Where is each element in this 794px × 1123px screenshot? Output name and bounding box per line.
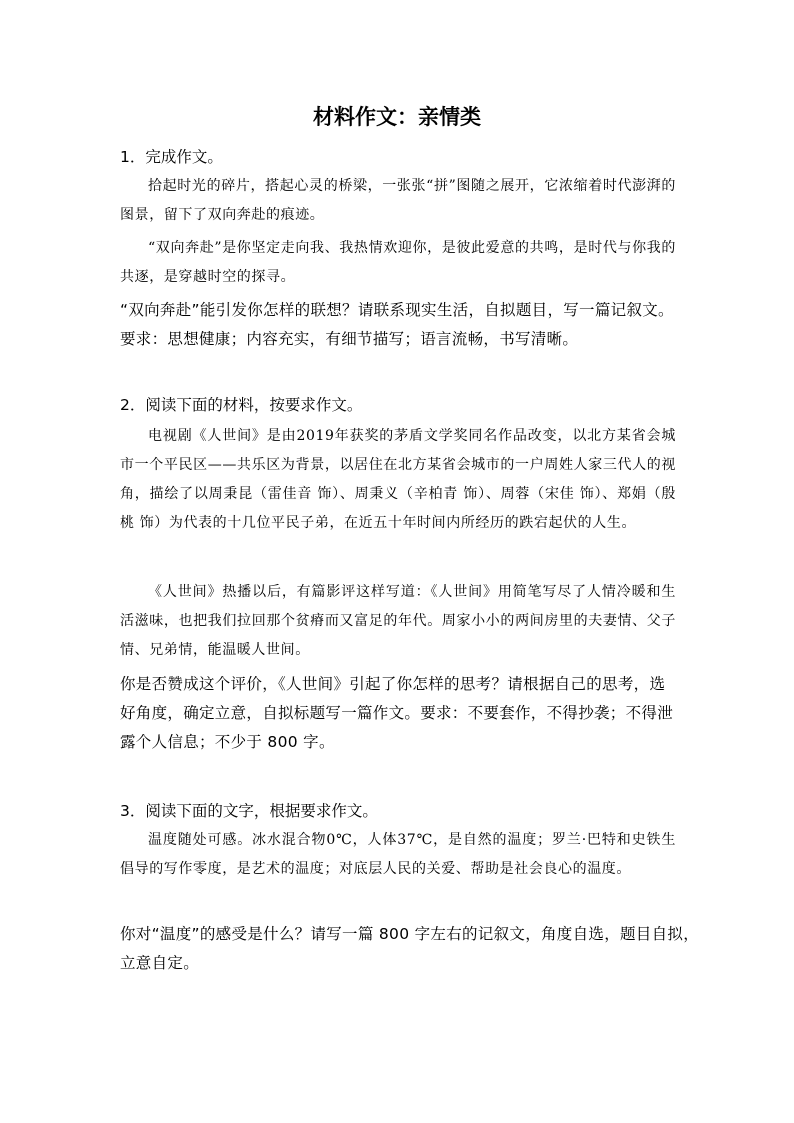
question-3-heading: 3．阅读下面的文字，根据要求作文。 — [120, 802, 378, 820]
question-1-heading: 1．完成作文。 — [120, 148, 223, 166]
question-1-material-2: “双向奔赴”是你坚定走向我、我热情欢迎你，是彼此爱意的共鸣，是时代与你我的共逐，是穿越时空的探寻。 — [120, 240, 676, 285]
task-line: 立意自定。 — [120, 954, 200, 972]
question-3-material-1: 温度随处可感。冰水混合物0℃，人体37℃，是自然的温度；罗兰·巴特和史铁生倡导的写作零度，是艺术的温度；对底层人民的关爱、帮助是社会良心的温度。 — [120, 832, 676, 877]
question-3-task — [120, 920, 700, 978]
question-2-material-2: 《人世间》热播以后，有篇影评这样写道：《人世间》用简笔写尽了人情冷暖和生活滋味，也把我们拉回那个贫瘠而又富足的年代。周家小小的两间房里的夫妻情、父子情、兄弟情，能温暖人世间。 — [120, 584, 676, 658]
task-line: 你是否赞成这个评价，《人世间》引起了你怎样的思考？请根据自己的思考，选 — [120, 675, 666, 693]
task-line: 好角度，确定立意，自拟标题写一篇作文。要求：不要套作，不得抄袭；不得泄 — [120, 704, 674, 722]
task-line: 露个人信息；不少于 800 字。 — [120, 733, 335, 751]
page-title: 材料作文：亲情类 — [313, 105, 481, 129]
question-2-material-1: 电视剧《人世间》是由2019年获奖的茅盾文学奖同名作品改变，以北方某省会城市一个平民区——共乐区为背景，以居住在北方某省会城市的一户周姓人家三代人的视角，描绘了以周秉昆（雷佳音 饰）、周秉义（辛柏青 饰）、周蓉（宋佳 饰）、郑娟（殷桃 饰）为代表的十几位平民子弟，在近五十年时间内所经历的跌宕起伏的人生。 — [120, 428, 676, 531]
question-2-task — [120, 670, 676, 757]
question-1-task — [120, 296, 676, 354]
question-2-heading: 2．阅读下面的材料，按要求作文。 — [120, 396, 363, 414]
task-line: 你对“温度”的感受是什么？请写一篇 800 字左右的记叙文，角度自选，题目自拟， — [120, 925, 700, 943]
task-line: “双向奔赴”能引发你怎样的联想？请联系现实生活，自拟题目，写一篇记叙文。 — [120, 301, 674, 319]
task-line: 要求：思想健康；内容充实，有细节描写；语言流畅，书写清晰。 — [120, 330, 579, 348]
question-1-material-1: 拾起时光的碎片，搭起心灵的桥梁，一张张“拼”图随之展开，它浓缩着时代澎湃的图景，留下了双向奔赴的痕迹。 — [120, 178, 676, 223]
